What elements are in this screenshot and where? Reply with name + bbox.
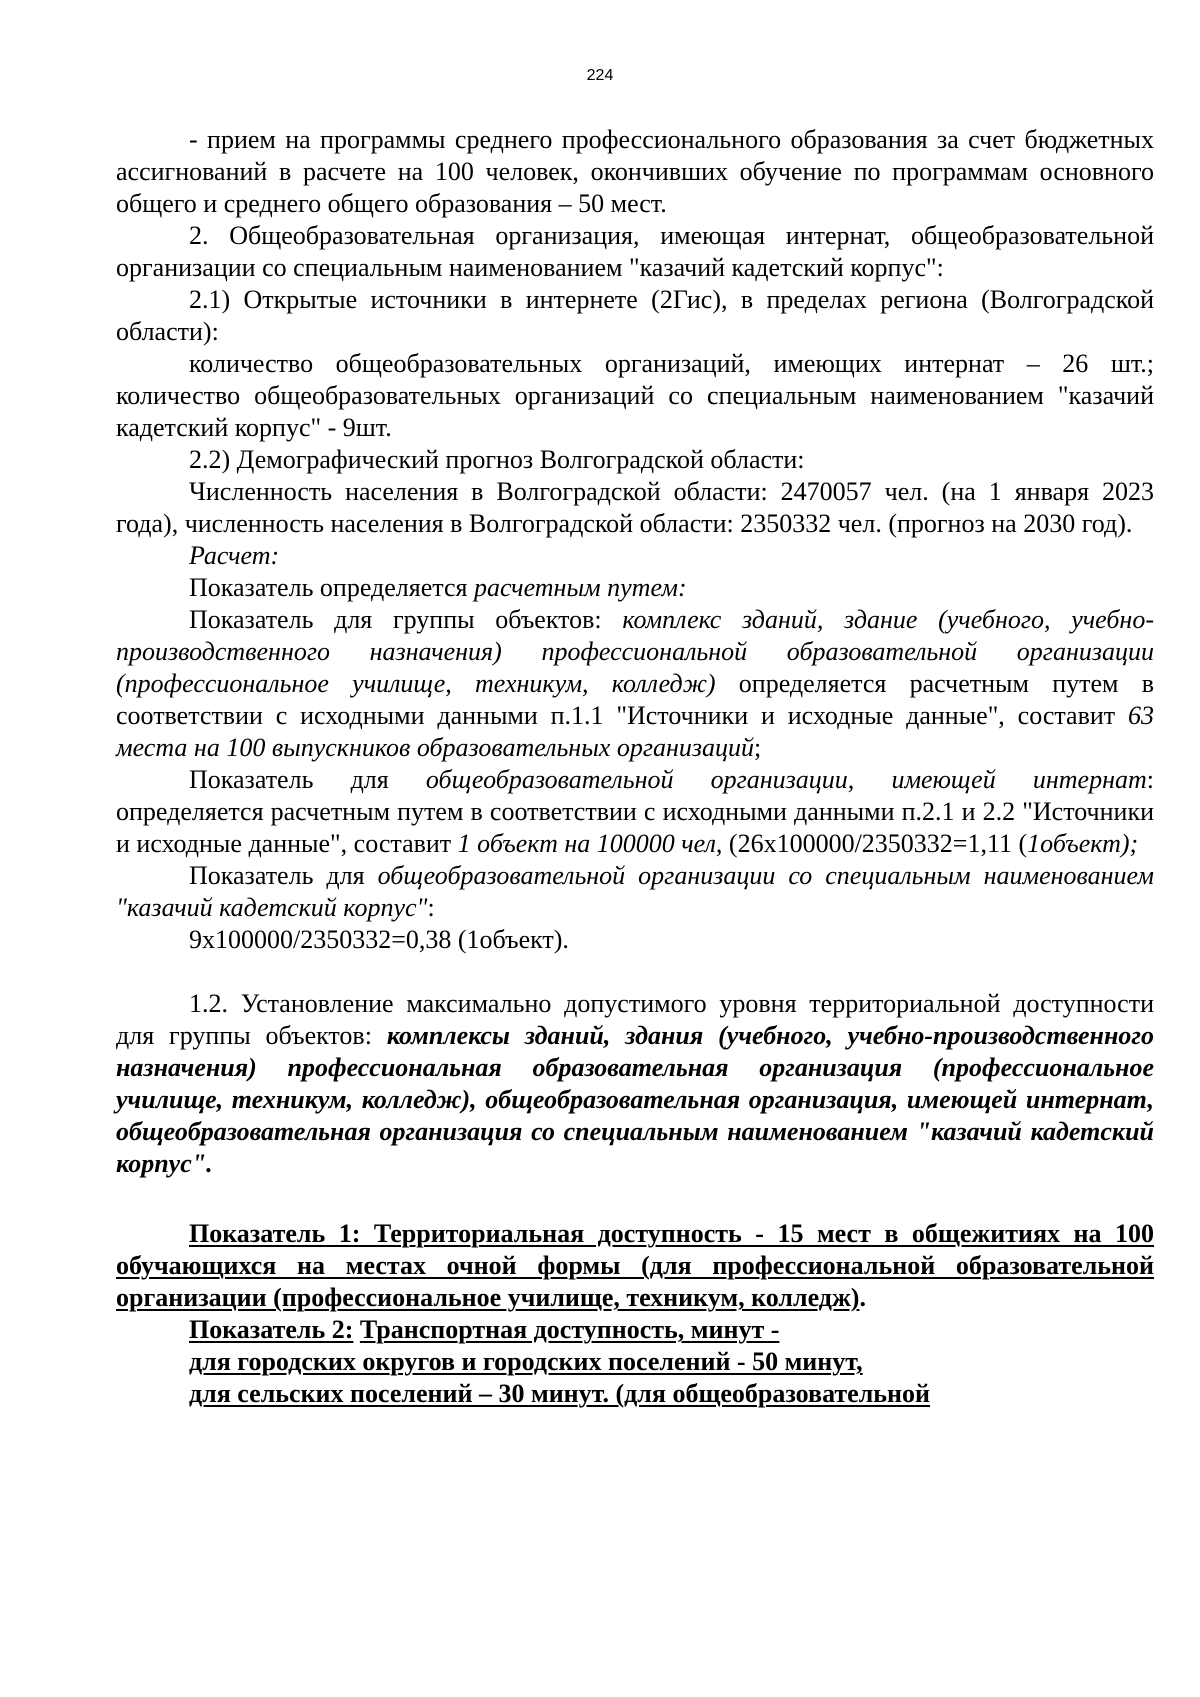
text-run-italic: расчетным путем:: [473, 573, 687, 602]
paragraph-section-1-2: [116, 988, 1154, 1180]
paragraph-spacer: [116, 1180, 1154, 1218]
paragraph-cadet-formula: 9х100000/2350332=0,38 (1объект).: [189, 925, 569, 954]
text-run-italic: комплекс зданий, здание (учебного, учебно-производственного назначения) профессиональной образовательной организации (профессиональное училище, техникум, колледж): [116, 605, 1154, 698]
text-run-italic: 63 места на 100 выпускников образовательных организаций: [116, 701, 1154, 762]
text-run: : определяется расчетным путем в соответствии с исходными данными п.2.1 и 2.2 "Источники и исходные данные", составит: [116, 765, 1154, 858]
text-run: 1.2. Установление максимально допустимого уровня территориальной доступности для группы объектов:: [116, 989, 1154, 1050]
text-run-bold-italic: комплексы зданий, здания (учебного, учебно-производственного назначения) профессиональная образовательная организация (профессиональное училище, техникум, колледж), общеобразовательная организация, имеющей интернат, общеобразовательная организация со специальным наименованием "казачий кадетский корпус".: [116, 1021, 1155, 1178]
paragraph-boarding-organization: 2. Общеобразовательная организация, имеющая интернат, общеобразовательной организации со специальным наименованием "казачий кадетский корпус":: [116, 221, 1154, 282]
paragraph-admission: - прием на программы среднего профессионального образования за счет бюджетных ассигнований в расчете на 100 человек, окончивших обучение по программам основного общего и среднего общего образования – 50 мест.: [116, 125, 1154, 218]
text-run: :: [427, 893, 435, 922]
paragraph-urban-time: [116, 1346, 1154, 1378]
text-run: (26х100000/2350332=1,11 (: [722, 829, 1028, 858]
text-run-underlined: Показатель 2:: [189, 1315, 354, 1344]
text-run-underlined: Транспортная доступность, минут -: [359, 1315, 780, 1344]
paragraph-indicator-boarding: [116, 764, 1154, 860]
text-run-italic: общеобразовательной организации со специальным наименованием "казачий кадетский корпус": [116, 861, 1155, 922]
paragraph-open-sources: 2.1) Открытые источники в интернете (2Гис), в пределах региона (Волгоградской области):: [116, 285, 1154, 346]
text-run: .: [859, 1283, 866, 1312]
text-run-underlined: Показатель 1: Территориальная доступность - 15 мест в общежитиях на 100 обучающихся на местах очной формы (для профессиональной образовательной организации (профессиональное училище, техникум, колледж): [116, 1219, 1154, 1312]
text-run: ;: [754, 733, 762, 762]
paragraph-rural-time: [116, 1378, 1154, 1410]
paragraph-calculation-method: [116, 572, 1154, 604]
text-run: Показатель для: [189, 765, 426, 794]
paragraph-organization-counts: количество общеобразовательных организаций, имеющих интернат – 26 шт.; количество общеобразовательных организаций со специальным наименованием "казачий кадетский корпус" - 9шт.: [116, 349, 1154, 442]
text-run-italic: 1 объект на 100000 чел,: [457, 829, 723, 858]
text-run-underlined: для сельских поселений – 30 минут. (для общеобразовательной: [189, 1379, 931, 1408]
page-number: 224: [586, 67, 614, 84]
text-run-italic: общеобразовательной организации, имеющей интернат: [425, 765, 1147, 794]
text-run: Показатель для: [189, 861, 378, 890]
paragraph-indicator-cadet: [116, 860, 1154, 924]
paragraph-calculation-heading: Расчет:: [189, 541, 280, 570]
text-run-underlined: для городских округов и городских поселений - 50 минут,: [189, 1347, 863, 1376]
paragraph-demographic-forecast: 2.2) Демографический прогноз Волгоградской области:: [189, 445, 805, 474]
document-body: [116, 124, 1154, 1410]
paragraph-indicator-2: [116, 1314, 1154, 1346]
text-run: Показатель определяется: [189, 573, 474, 602]
paragraph-indicator-1: [116, 1218, 1154, 1314]
paragraph-spacer: [116, 956, 1154, 988]
text-run: определяется расчетным путем в соответствии с исходными данными п.1.1 "Источники и исходные данные", составит: [116, 669, 1154, 730]
text-run: Показатель для группы объектов:: [189, 605, 623, 634]
paragraph-indicator-vocational: [116, 604, 1154, 764]
paragraph-population: Численность населения в Волгоградской области: 2470057 чел. (на 1 января 2023 года), численность населения в Волгоградской области: 2350332 чел. (прогноз на 2030 год).: [116, 477, 1154, 538]
text-run-italic: 1объект);: [1027, 829, 1139, 858]
